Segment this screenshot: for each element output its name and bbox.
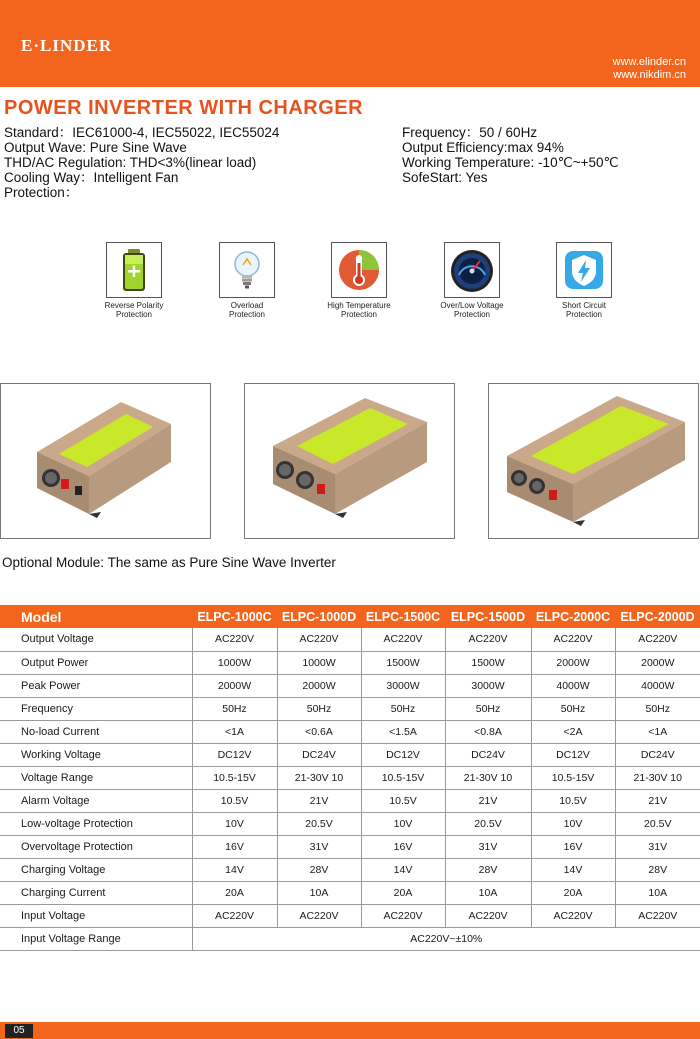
table-cell: 10.5-15V bbox=[361, 766, 445, 789]
table-cell: 10.5-15V bbox=[531, 766, 615, 789]
protection-label: High Temperature bbox=[327, 301, 391, 310]
shield-lightning-icon bbox=[556, 242, 612, 298]
table-cell: 20.5V bbox=[445, 812, 531, 835]
table-row bbox=[0, 927, 700, 950]
table-cell: 1500W bbox=[445, 651, 531, 674]
table-row bbox=[0, 628, 700, 651]
table-cell: AC220V bbox=[192, 904, 277, 927]
table-cell: 16V bbox=[361, 835, 445, 858]
table-header-row bbox=[0, 605, 700, 628]
row-label: Charging Voltage bbox=[0, 858, 192, 881]
table-cell: 50Hz bbox=[192, 697, 277, 720]
row-label: Charging Current bbox=[0, 881, 192, 904]
table-cell-merged: AC220V~±10% bbox=[192, 927, 700, 950]
table-cell: 21-30V 10 bbox=[445, 766, 531, 789]
column-header: ELPC-2000D bbox=[615, 605, 700, 628]
row-label: Input Voltage bbox=[0, 904, 192, 927]
table-cell: AC220V bbox=[615, 628, 700, 651]
table-cell: 10A bbox=[615, 881, 700, 904]
spec-line: Output Wave: Pure Sine Wave bbox=[4, 140, 187, 155]
table-cell: AC220V bbox=[361, 628, 445, 651]
lightbulb-icon bbox=[219, 242, 275, 298]
table-cell: 21-30V 10 bbox=[277, 766, 361, 789]
table-cell: 10V bbox=[361, 812, 445, 835]
table-cell: 50Hz bbox=[361, 697, 445, 720]
table-row bbox=[0, 812, 700, 835]
row-label: Output Voltage bbox=[0, 628, 192, 651]
table-cell: 3000W bbox=[361, 674, 445, 697]
table-cell: <2A bbox=[531, 720, 615, 743]
table-cell: AC220V bbox=[615, 904, 700, 927]
table-cell: 1000W bbox=[192, 651, 277, 674]
table-cell: 10.5V bbox=[361, 789, 445, 812]
table-cell: <0.8A bbox=[445, 720, 531, 743]
spec-line: SofeStart: Yes bbox=[402, 170, 488, 185]
row-label: Output Power bbox=[0, 651, 192, 674]
table-cell: 16V bbox=[531, 835, 615, 858]
protection-label: Protection bbox=[115, 310, 153, 319]
table-cell: AC220V bbox=[445, 628, 531, 651]
table-cell: AC220V bbox=[277, 904, 361, 927]
row-label: Peak Power bbox=[0, 674, 192, 697]
table-row bbox=[0, 651, 700, 674]
table-cell: 10.5-15V bbox=[192, 766, 277, 789]
table-cell: DC24V bbox=[277, 743, 361, 766]
row-label: Overvoltage Protection bbox=[0, 835, 192, 858]
website-url[interactable]: www.nikdim.cn bbox=[613, 69, 686, 81]
table-cell: 2000W bbox=[531, 651, 615, 674]
spec-line: Working Temperature: -10℃~+50℃ bbox=[402, 155, 619, 170]
table-cell: 31V bbox=[445, 835, 531, 858]
table-row bbox=[0, 766, 700, 789]
protection-label: Overload bbox=[230, 301, 264, 310]
spec-line: Protection： bbox=[4, 185, 79, 200]
table-cell: 4000W bbox=[531, 674, 615, 697]
optional-module-note: Optional Module: The same as Pure Sine Wave Inverter bbox=[2, 555, 336, 570]
table-cell: 28V bbox=[615, 858, 700, 881]
table-cell: 20A bbox=[531, 881, 615, 904]
protection-overload bbox=[187, 242, 307, 319]
table-cell: 1000W bbox=[277, 651, 361, 674]
table-row bbox=[0, 743, 700, 766]
table-cell: DC24V bbox=[615, 743, 700, 766]
battery-icon bbox=[106, 242, 162, 298]
gauge-icon bbox=[444, 242, 500, 298]
table-cell: AC220V bbox=[445, 904, 531, 927]
table-cell: 31V bbox=[615, 835, 700, 858]
table-cell: 2000W bbox=[277, 674, 361, 697]
table-cell: 28V bbox=[277, 858, 361, 881]
table-cell: AC220V bbox=[531, 904, 615, 927]
table-cell: AC220V bbox=[361, 904, 445, 927]
specs-left bbox=[4, 125, 279, 200]
protection-label: Protection bbox=[228, 310, 266, 319]
table-cell: <0.6A bbox=[277, 720, 361, 743]
table-cell: 20A bbox=[361, 881, 445, 904]
page-number: 05 bbox=[5, 1024, 33, 1038]
table-cell: 4000W bbox=[615, 674, 700, 697]
row-label: Alarm Voltage bbox=[0, 789, 192, 812]
table-cell: 10A bbox=[445, 881, 531, 904]
protection-label: Protection bbox=[453, 310, 491, 319]
product-image-1000 bbox=[0, 383, 211, 539]
column-header: ELPC-2000C bbox=[531, 605, 615, 628]
row-label: Voltage Range bbox=[0, 766, 192, 789]
row-label: Low-voltage Protection bbox=[0, 812, 192, 835]
table-cell: AC220V bbox=[531, 628, 615, 651]
table-cell: 20A bbox=[192, 881, 277, 904]
spec-line: THD/AC Regulation: THD<3%(linear load) bbox=[4, 155, 257, 170]
table-cell: DC12V bbox=[361, 743, 445, 766]
row-label: Frequency bbox=[0, 697, 192, 720]
protection-short-circuit bbox=[524, 242, 644, 319]
table-cell: AC220V bbox=[192, 628, 277, 651]
spec-line: Standard：IEC61000-4, IEC55022, IEC55024 bbox=[4, 125, 280, 140]
table-cell: 21V bbox=[615, 789, 700, 812]
table-row bbox=[0, 904, 700, 927]
table-cell: 28V bbox=[445, 858, 531, 881]
protection-label: Protection bbox=[565, 310, 603, 319]
spec-table bbox=[0, 605, 700, 951]
row-label: No-load Current bbox=[0, 720, 192, 743]
thermometer-icon bbox=[331, 242, 387, 298]
table-row bbox=[0, 835, 700, 858]
protection-label: Over/Low Voltage bbox=[440, 301, 504, 310]
table-cell: 21V bbox=[445, 789, 531, 812]
product-image-2000 bbox=[488, 383, 699, 539]
table-row bbox=[0, 858, 700, 881]
row-label: Working Voltage bbox=[0, 743, 192, 766]
table-cell: 1500W bbox=[361, 651, 445, 674]
spec-line: Output Efficiency:max 94% bbox=[402, 140, 564, 155]
table-cell: 14V bbox=[192, 858, 277, 881]
brand-logo: E·LINDER bbox=[21, 36, 113, 55]
table-cell: 10.5V bbox=[192, 789, 277, 812]
row-label: Input Voltage Range bbox=[0, 927, 192, 950]
table-cell: 10.5V bbox=[531, 789, 615, 812]
product-image-1500 bbox=[244, 383, 455, 539]
table-cell: DC12V bbox=[192, 743, 277, 766]
table-cell: 14V bbox=[531, 858, 615, 881]
table-row bbox=[0, 789, 700, 812]
website-links bbox=[613, 56, 686, 82]
protection-high-temperature bbox=[299, 242, 419, 319]
table-cell: 50Hz bbox=[615, 697, 700, 720]
table-row bbox=[0, 720, 700, 743]
footer-bar bbox=[0, 1022, 700, 1039]
table-cell: 10V bbox=[531, 812, 615, 835]
protection-label: Short Circuit bbox=[561, 301, 606, 310]
protection-label: Reverse Polarity bbox=[104, 301, 164, 310]
protection-label: Protection bbox=[340, 310, 378, 319]
spec-line: Cooling Way：Intelligent Fan bbox=[4, 170, 179, 185]
table-cell: 10V bbox=[192, 812, 277, 835]
table-cell: 31V bbox=[277, 835, 361, 858]
table-cell: 2000W bbox=[615, 651, 700, 674]
table-cell: DC12V bbox=[531, 743, 615, 766]
table-cell: <1A bbox=[615, 720, 700, 743]
table-cell: 16V bbox=[192, 835, 277, 858]
table-cell: AC220V bbox=[277, 628, 361, 651]
table-cell: 21V bbox=[277, 789, 361, 812]
table-row bbox=[0, 697, 700, 720]
table-cell: <1.5A bbox=[361, 720, 445, 743]
protection-over-low-voltage bbox=[412, 242, 532, 319]
page-title: POWER INVERTER WITH CHARGER bbox=[4, 97, 364, 119]
table-cell: 20.5V bbox=[277, 812, 361, 835]
column-header: ELPC-1000C bbox=[192, 605, 277, 628]
protection-reverse-polarity bbox=[74, 242, 194, 319]
table-cell: 50Hz bbox=[445, 697, 531, 720]
header-bar bbox=[0, 0, 700, 87]
table-cell: 2000W bbox=[192, 674, 277, 697]
table-cell: 10A bbox=[277, 881, 361, 904]
table-cell: 50Hz bbox=[531, 697, 615, 720]
table-cell: 21-30V 10 bbox=[615, 766, 700, 789]
spec-line: Frequency：50 / 60Hz bbox=[402, 125, 538, 140]
table-cell: 50Hz bbox=[277, 697, 361, 720]
specs-right bbox=[402, 125, 619, 185]
website-url[interactable]: www.elinder.cn bbox=[612, 56, 686, 68]
column-header: Model bbox=[0, 605, 192, 628]
table-row bbox=[0, 674, 700, 697]
column-header: ELPC-1500C bbox=[361, 605, 445, 628]
table-cell: 3000W bbox=[445, 674, 531, 697]
table-row bbox=[0, 881, 700, 904]
column-header: ELPC-1500D bbox=[445, 605, 531, 628]
table-cell: DC24V bbox=[445, 743, 531, 766]
table-cell: 14V bbox=[361, 858, 445, 881]
table-cell: <1A bbox=[192, 720, 277, 743]
table-cell: 20.5V bbox=[615, 812, 700, 835]
column-header: ELPC-1000D bbox=[277, 605, 361, 628]
